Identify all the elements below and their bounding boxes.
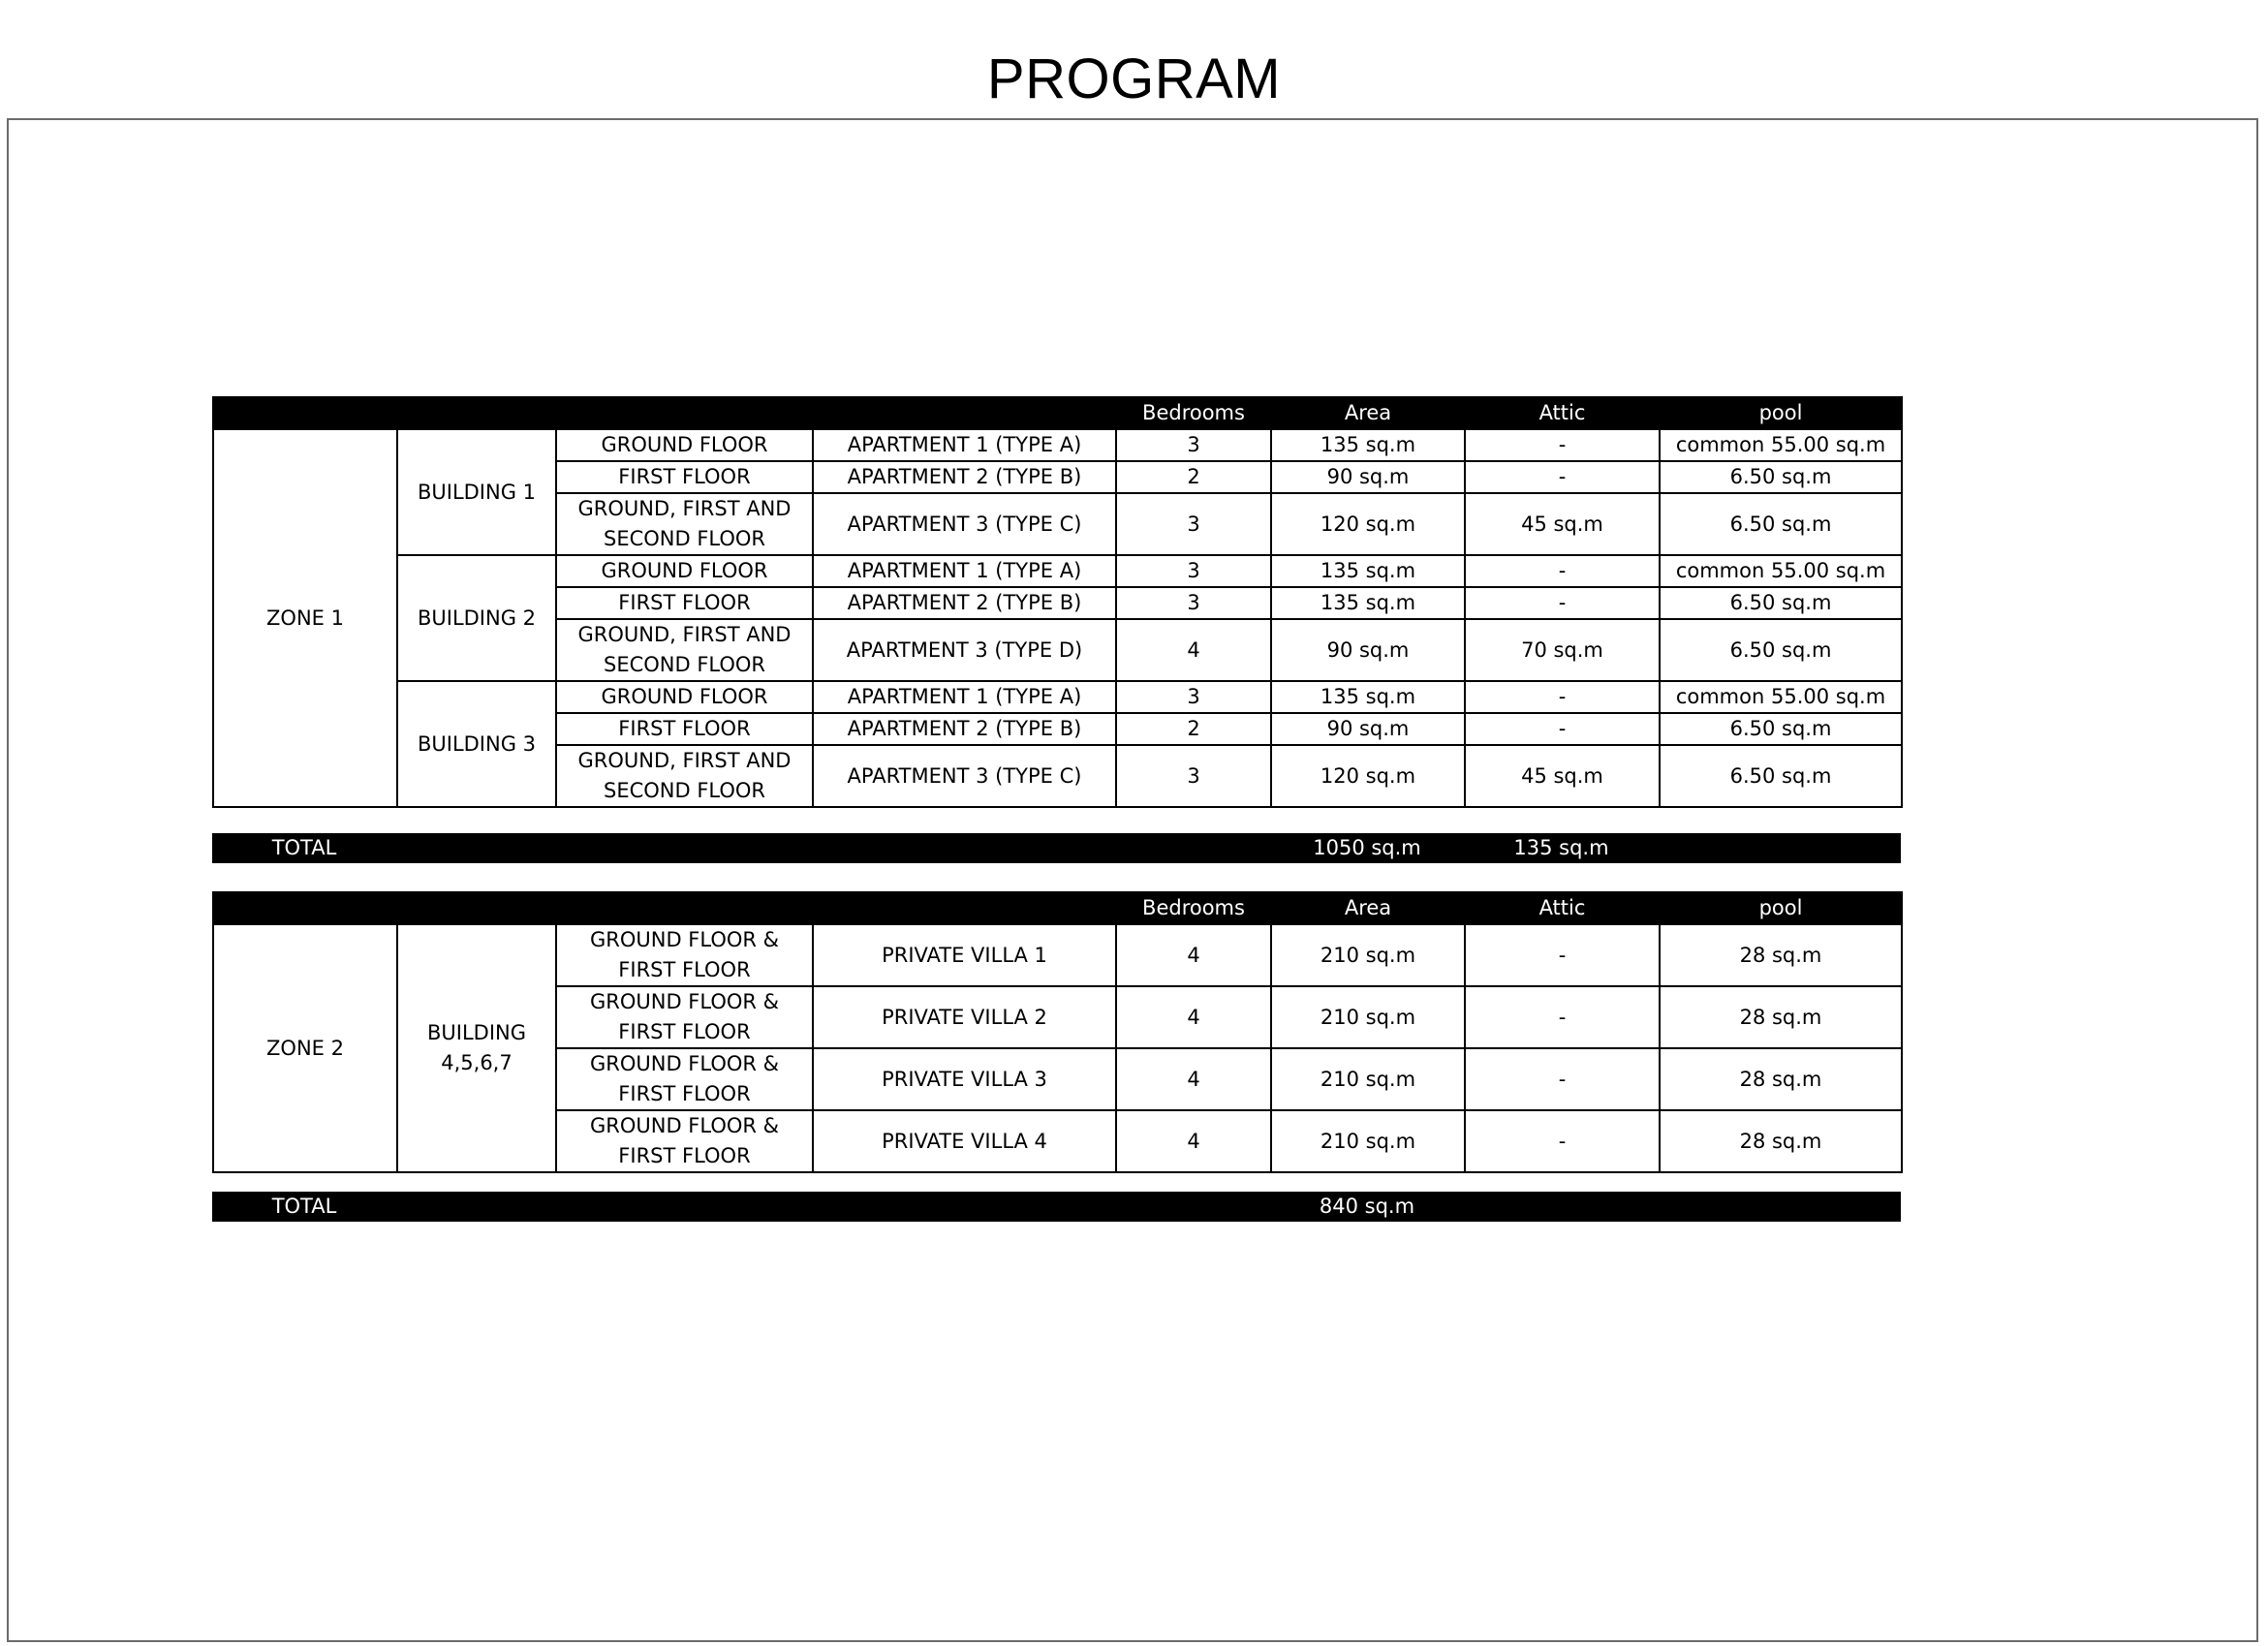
area-cell: 210 sq.m <box>1271 924 1465 986</box>
total-label: TOTAL <box>271 1195 337 1218</box>
bedrooms-cell: 4 <box>1116 1048 1271 1110</box>
pool-cell: common 55.00 sq.m <box>1660 555 1902 587</box>
area-cell: 210 sq.m <box>1271 1048 1465 1110</box>
area-cell: 135 sq.m <box>1271 555 1465 587</box>
unit-cell: PRIVATE VILLA 4 <box>813 1110 1116 1172</box>
attic-cell: - <box>1465 681 1660 713</box>
area-cell: 90 sq.m <box>1271 461 1465 493</box>
unit-cell: APARTMENT 2 (TYPE B) <box>813 587 1116 619</box>
header-blank <box>213 892 1116 924</box>
attic-cell: - <box>1465 1048 1660 1110</box>
zone2-table <box>212 891 1903 1173</box>
unit-cell: APARTMENT 3 (TYPE C) <box>813 493 1116 555</box>
unit-cell: PRIVATE VILLA 2 <box>813 986 1116 1048</box>
unit-cell: PRIVATE VILLA 3 <box>813 1048 1116 1110</box>
header-area: Area <box>1271 892 1465 924</box>
attic-cell: - <box>1465 429 1660 461</box>
unit-cell: APARTMENT 3 (TYPE D) <box>813 619 1116 681</box>
attic-cell: 45 sq.m <box>1465 745 1660 807</box>
area-cell: 90 sq.m <box>1271 713 1465 745</box>
unit-cell: APARTMENT 1 (TYPE A) <box>813 429 1116 461</box>
area-cell: 210 sq.m <box>1271 986 1465 1048</box>
area-cell: 120 sq.m <box>1271 745 1465 807</box>
bedrooms-cell: 3 <box>1116 745 1271 807</box>
pool-cell: common 55.00 sq.m <box>1660 429 1902 461</box>
unit-cell: APARTMENT 3 (TYPE C) <box>813 745 1116 807</box>
pool-cell: common 55.00 sq.m <box>1660 681 1902 713</box>
floor-cell: FIRST FLOOR <box>556 587 813 619</box>
header-area: Area <box>1271 397 1465 429</box>
total-area: 1050 sq.m <box>1313 836 1421 859</box>
building-label: BUILDING 2 <box>397 555 556 681</box>
floor-cell: GROUND, FIRST AND SECOND FLOOR <box>556 745 813 807</box>
unit-cell: APARTMENT 2 (TYPE B) <box>813 461 1116 493</box>
pool-cell: 28 sq.m <box>1660 986 1902 1048</box>
area-cell: 135 sq.m <box>1271 587 1465 619</box>
unit-cell: PRIVATE VILLA 1 <box>813 924 1116 986</box>
building-label: BUILDING 3 <box>397 681 556 807</box>
table-header-row <box>213 397 1902 429</box>
bedrooms-cell: 3 <box>1116 587 1271 619</box>
header-bedrooms: Bedrooms <box>1116 397 1271 429</box>
bedrooms-cell: 3 <box>1116 429 1271 461</box>
table-row <box>213 924 1902 986</box>
unit-cell: APARTMENT 1 (TYPE A) <box>813 555 1116 587</box>
floor-cell: GROUND FLOOR <box>556 681 813 713</box>
area-cell: 90 sq.m <box>1271 619 1465 681</box>
pool-cell: 6.50 sq.m <box>1660 461 1902 493</box>
bedrooms-cell: 2 <box>1116 713 1271 745</box>
pool-cell: 6.50 sq.m <box>1660 493 1902 555</box>
attic-cell: - <box>1465 461 1660 493</box>
building-label: BUILDING 1 <box>397 429 556 555</box>
attic-cell: 45 sq.m <box>1465 493 1660 555</box>
page-title: PROGRAM <box>986 47 1282 110</box>
attic-cell: - <box>1465 587 1660 619</box>
bedrooms-cell: 2 <box>1116 461 1271 493</box>
attic-cell: - <box>1465 1110 1660 1172</box>
bedrooms-cell: 3 <box>1116 555 1271 587</box>
zone-label: ZONE 2 <box>213 924 397 1172</box>
header-pool: pool <box>1660 397 1902 429</box>
bedrooms-cell: 3 <box>1116 681 1271 713</box>
bedrooms-cell: 4 <box>1116 619 1271 681</box>
total-label: TOTAL <box>271 836 337 859</box>
pool-cell: 6.50 sq.m <box>1660 745 1902 807</box>
attic-cell: - <box>1465 555 1660 587</box>
pool-cell: 28 sq.m <box>1660 1110 1902 1172</box>
attic-cell: - <box>1465 986 1660 1048</box>
floor-cell: GROUND FLOOR & FIRST FLOOR <box>556 986 813 1048</box>
building-label: BUILDING 4,5,6,7 <box>397 924 556 1172</box>
floor-cell: GROUND FLOOR <box>556 429 813 461</box>
bedrooms-cell: 4 <box>1116 1110 1271 1172</box>
total-attic: 135 sq.m <box>1513 836 1609 859</box>
pool-cell: 6.50 sq.m <box>1660 587 1902 619</box>
header-bedrooms: Bedrooms <box>1116 892 1271 924</box>
bedrooms-cell: 3 <box>1116 493 1271 555</box>
floor-cell: GROUND FLOOR & FIRST FLOOR <box>556 1048 813 1110</box>
area-cell: 135 sq.m <box>1271 681 1465 713</box>
header-attic: Attic <box>1465 397 1660 429</box>
zone1-total-bar <box>212 833 1901 863</box>
floor-cell: FIRST FLOOR <box>556 461 813 493</box>
header-pool: pool <box>1660 892 1902 924</box>
unit-cell: APARTMENT 2 (TYPE B) <box>813 713 1116 745</box>
attic-cell: 70 sq.m <box>1465 619 1660 681</box>
total-area: 840 sq.m <box>1319 1195 1415 1218</box>
bedrooms-cell: 4 <box>1116 986 1271 1048</box>
area-cell: 135 sq.m <box>1271 429 1465 461</box>
table-row <box>213 429 1902 461</box>
area-cell: 120 sq.m <box>1271 493 1465 555</box>
floor-cell: FIRST FLOOR <box>556 713 813 745</box>
table-row <box>213 681 1902 713</box>
floor-cell: GROUND FLOOR & FIRST FLOOR <box>556 1110 813 1172</box>
zone1-table <box>212 396 1903 808</box>
floor-cell: GROUND, FIRST AND SECOND FLOOR <box>556 493 813 555</box>
zone2-total-bar <box>212 1192 1901 1222</box>
bedrooms-cell: 4 <box>1116 924 1271 986</box>
pool-cell: 6.50 sq.m <box>1660 619 1902 681</box>
table-header-row <box>213 892 1902 924</box>
attic-cell: - <box>1465 924 1660 986</box>
pool-cell: 6.50 sq.m <box>1660 713 1902 745</box>
attic-cell: - <box>1465 713 1660 745</box>
floor-cell: GROUND FLOOR & FIRST FLOOR <box>556 924 813 986</box>
table-row <box>213 555 1902 587</box>
zone-label: ZONE 1 <box>213 429 397 807</box>
page-frame <box>7 118 2258 1642</box>
floor-cell: GROUND FLOOR <box>556 555 813 587</box>
pool-cell: 28 sq.m <box>1660 1048 1902 1110</box>
pool-cell: 28 sq.m <box>1660 924 1902 986</box>
area-cell: 210 sq.m <box>1271 1110 1465 1172</box>
unit-cell: APARTMENT 1 (TYPE A) <box>813 681 1116 713</box>
header-blank <box>213 397 1116 429</box>
header-attic: Attic <box>1465 892 1660 924</box>
floor-cell: GROUND, FIRST AND SECOND FLOOR <box>556 619 813 681</box>
